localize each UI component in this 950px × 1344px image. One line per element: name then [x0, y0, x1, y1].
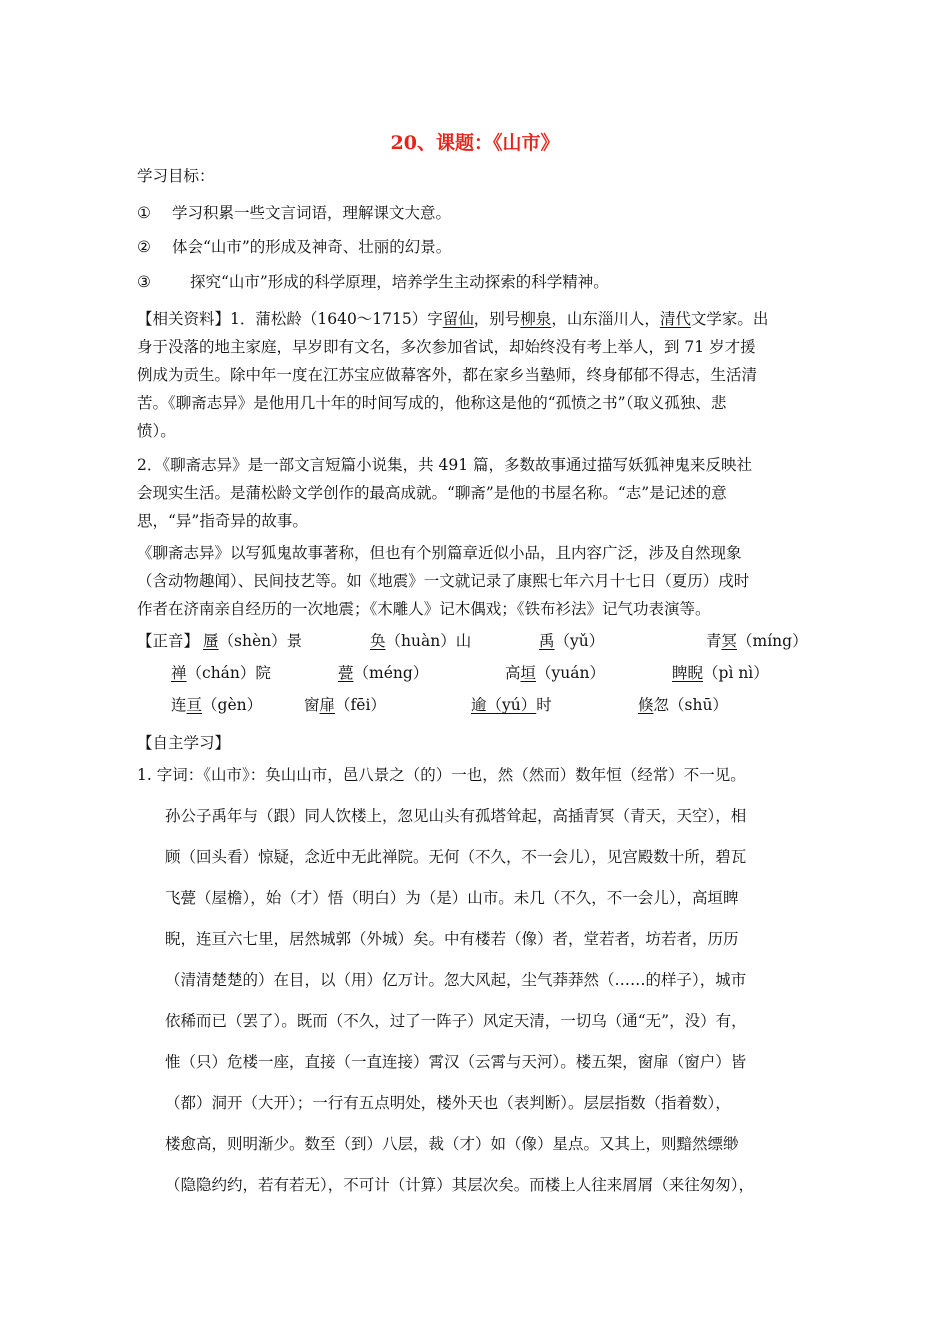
related-line-3: 例成为贡生。除中年一度在江苏宝应做幕客外，都在家乡当塾师，终身郁郁不得志，生活清: [137, 366, 758, 384]
underlined-word: 清代: [659, 310, 691, 328]
related-text: 【相关资料】1．蒲松龄（1640～1715）字: [137, 310, 443, 328]
related-line-4: 苦。《聊斋志异》是他用几十年的时间写成的，他称这是他的“孤愤之书”（取义孤独、悲: [137, 394, 727, 412]
pronunciation-item: 睥睨（pì nì）: [672, 664, 769, 682]
self-study-heading: 【自主学习】: [137, 734, 231, 752]
underlined-word: 柳泉: [520, 310, 552, 328]
objective-3: [137, 268, 817, 296]
page-title: 20、课题：《山市》: [390, 132, 560, 154]
related-text: ，山东淄川人，: [551, 310, 660, 328]
objective-1: [137, 199, 817, 227]
pronunciation-item: 甍（méng）: [338, 664, 429, 682]
objective-number: ③: [137, 273, 151, 291]
objective-text: 探究“山市”形成的科学原理，培养学生主动探索的科学精神。: [189, 273, 609, 291]
pronunciation-item: 禹（yǔ）: [539, 632, 605, 650]
self-study-line: （都）洞开（大开）；一行有五点明处，楼外天也（表判断）。层层指数（指着数），: [165, 1094, 731, 1112]
self-study-line: （隐隐约约，若有若无），不可计（计算）其层次矣。而楼上人往来屑屑（来往匆匆），: [165, 1176, 755, 1194]
pronunciation-heading: 【正音】: [137, 632, 200, 650]
pronunciation-item: 倏忽（shū）: [638, 696, 728, 714]
pronunciation-item: 禅（chán）院: [171, 664, 271, 682]
pronunciation-item: 蜃（shèn）景: [203, 632, 303, 650]
self-study-line: 顾（回头看）惊疑，念近中无此禅院。无何（不久，不一会儿），见宫殿数十所，碧瓦: [165, 848, 747, 866]
self-study-line: 睨，连亘六七里，居然城郭（外城）矣。中有楼若（像）者，堂若者，坊若者，历历: [165, 930, 739, 948]
related-text: ，别号: [473, 310, 521, 328]
pronunciation-item: 青冥（míng）: [706, 632, 808, 650]
related-para2-line-2: 会现实生活。是蒲松龄文学创作的最高成就。“聊斋”是他的书屋名称。“志”是记述的意: [137, 484, 727, 502]
related-line-1: [137, 305, 817, 333]
related-para3-line-1: 《聊斋志异》以写狐鬼故事著称，但也有个别篇章近似小品，且内容广泛，涉及自然现象: [137, 544, 742, 562]
underlined-word: 留仙: [442, 310, 474, 328]
objective-text: 体会“山市”的形成及神奇、壮丽的幻景。: [171, 238, 452, 256]
self-study-first-line: 1. 字词：《山市》：奂山山市，邑八景之（的）一也，然（然而）数年恒（经常）不一见。: [137, 766, 746, 784]
pronunciation-item: 窗扉（fēi）: [304, 696, 386, 714]
objective-text: 学习积累一些文言词语，理解课文大意。: [171, 204, 451, 222]
related-para2-line-1: 2．《聊斋志异》是一部文言短篇小说集，共 491 篇，多数故事通过描写妖狐神鬼来反映社: [137, 456, 753, 474]
self-study-line: 孙公子禹年与（跟）同人饮楼上，忽见山头有孤塔耸起，高插青冥（青天，天空），相: [165, 807, 747, 825]
self-study-line: 飞甍（屋檐），始（才）悟（明白）为（是）山市。未几（不久，不一会儿），高垣睥: [165, 889, 739, 907]
related-para2-line-3: 思，“异”指奇异的故事。: [137, 512, 308, 530]
related-para3-line-3: 作者在济南亲自经历的一次地震；《木雕人》记木偶戏；《铁布衫法》记气功表演等。: [137, 600, 711, 618]
related-para3-line-2: （含动物趣闻）、民间技艺等。如《地震》一文就记录了康熙七年六月十七日（夏历）戌时: [137, 572, 750, 590]
pronunciation-item: 高垣（yuán）: [505, 664, 605, 682]
pronunciation-item: 奂（huàn）山: [370, 632, 472, 650]
objective-number: ①: [137, 204, 151, 222]
objectives-heading: 学习目标：: [137, 167, 215, 185]
self-study-line: 惟（只）危楼一座，直接（一直连接）霄汉（云霄与天河）。楼五架，窗扉（窗户）皆: [165, 1053, 747, 1071]
self-study-line: （清清楚楚的）在目，以（用）亿万计。忽大风起，尘气莽莽然（……的样子），城市: [165, 971, 747, 989]
objective-2: [137, 233, 817, 261]
self-study-line: 依稀而已（罢了）。既而（不久，过了一阵子）风定天清，一切乌（通“无”，没）有，: [165, 1012, 747, 1030]
related-line-2: 身于没落的地主家庭，早岁即有文名，多次参加省试，却始终没有考上举人，到 71 岁才援: [137, 338, 756, 356]
related-line-5: 愤）。: [137, 422, 176, 440]
pronunciation-item: 连亘（gèn）: [171, 696, 263, 714]
self-study-line: 楼愈高，则明渐少。数至（到）八层，裁（才）如（像）星点。又其上，则黯然缥缈: [165, 1135, 739, 1153]
pronunciation-item: 逾（yú）时: [471, 696, 552, 714]
objective-number: ②: [137, 238, 151, 256]
related-text: 文学家。出: [690, 310, 769, 328]
